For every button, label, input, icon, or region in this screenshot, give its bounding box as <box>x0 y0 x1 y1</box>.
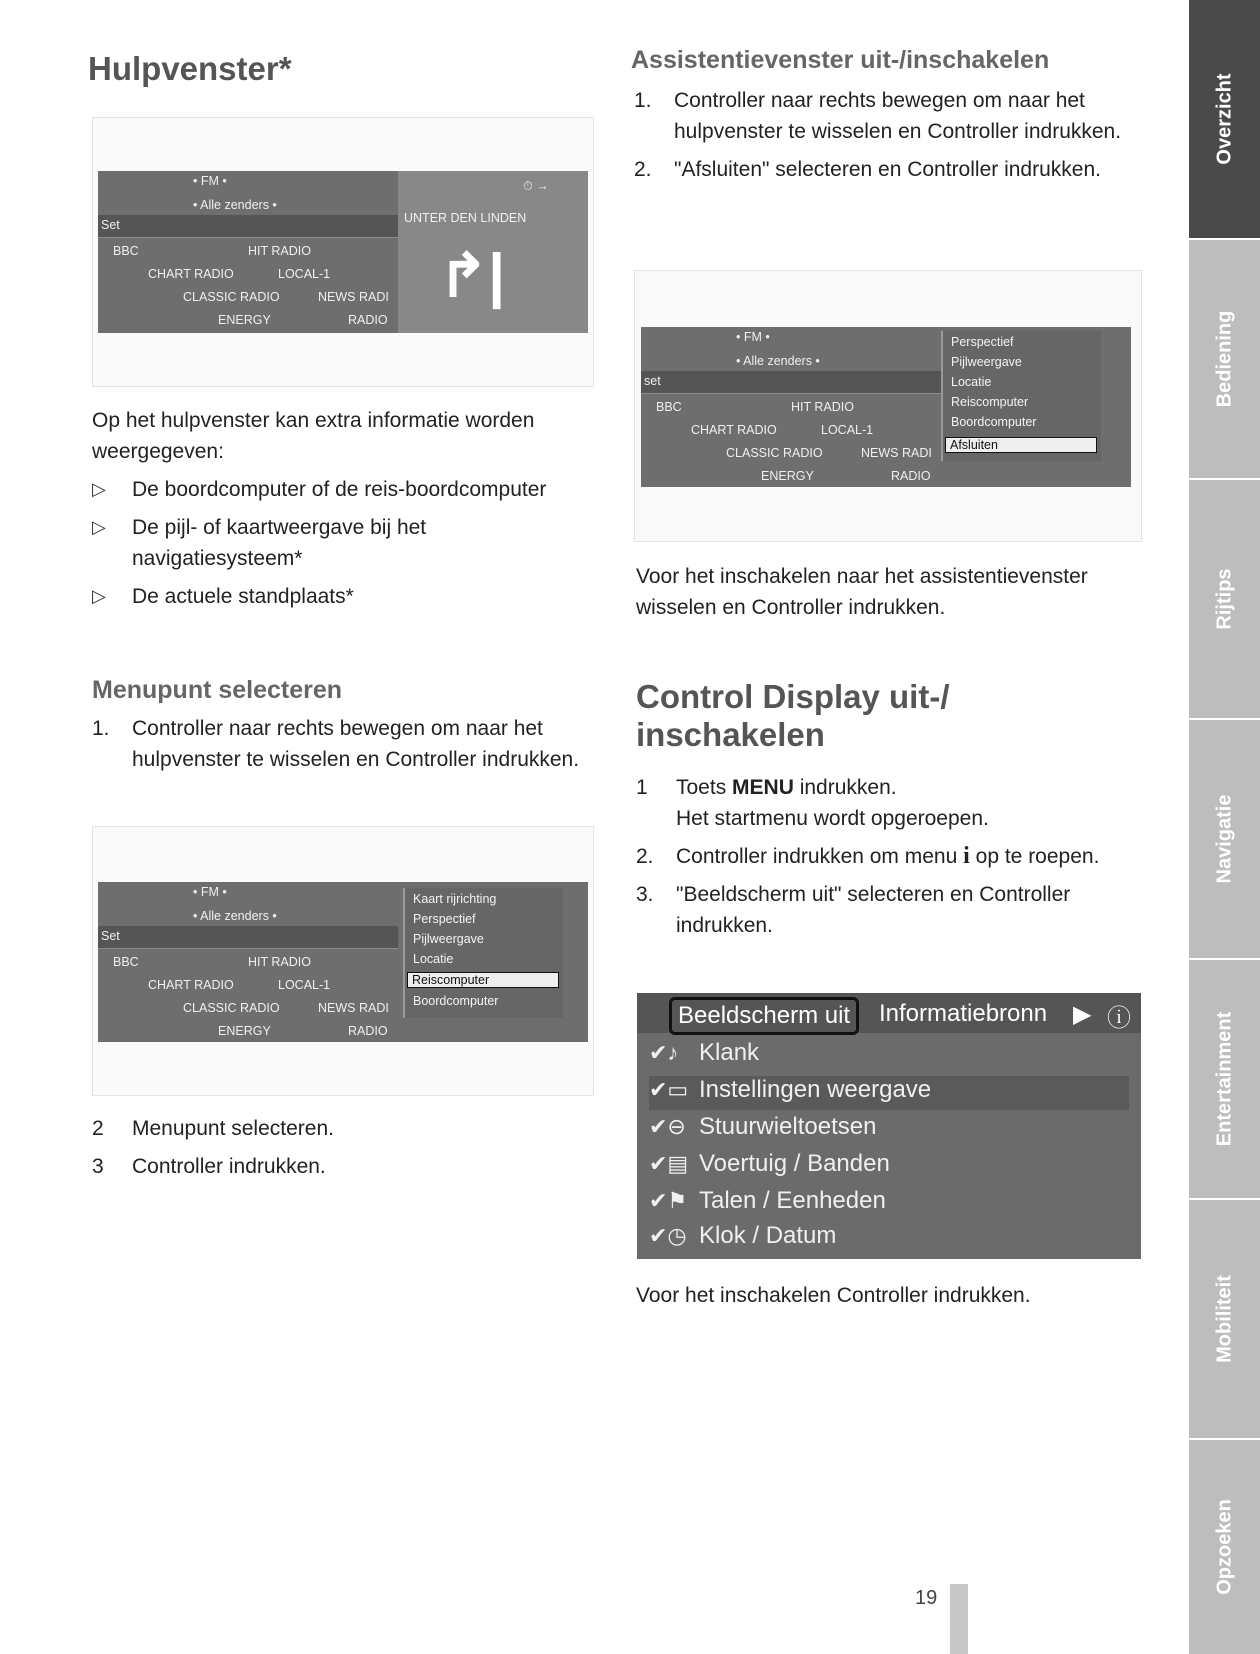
assist-heading: Assistentievenster uit-/inschakelen <box>631 46 1050 74</box>
tab-beeldscherm-uit[interactable]: Beeldscherm uit <box>669 997 859 1035</box>
station-2a: CHART RADIO <box>691 423 777 437</box>
radio-screen <box>641 327 1131 487</box>
bullet-list <box>92 474 592 619</box>
steering-wheel-icon: ✔⊖ <box>649 1114 686 1139</box>
step-item: 2 Menupunt selecteren. <box>92 1117 334 1140</box>
station-4a: ENERGY <box>218 1024 271 1038</box>
station-4b: RADIO <box>891 469 931 483</box>
bullet-item: ▷ De pijl- of kaartweergave bij het navigatiesysteem* <box>92 512 592 574</box>
station-3a: CLASSIC RADIO <box>183 290 280 304</box>
menu-item[interactable]: Pijlweergave <box>951 355 1022 369</box>
stations-label: • Alle zenders • <box>193 198 277 212</box>
menu-item[interactable]: Locatie <box>951 375 992 389</box>
context-menu[interactable] <box>403 888 563 1018</box>
menu-item[interactable]: Perspectief <box>413 912 476 926</box>
figure-radio-afsluiten <box>634 270 1142 542</box>
tab-bediening[interactable]: Bediening <box>1189 240 1260 478</box>
menupunt-heading: Menupunt selecteren <box>92 676 343 704</box>
station-3a: CLASSIC RADIO <box>183 1001 280 1015</box>
info-icon: ⓘ <box>1107 1006 1131 1032</box>
menu-item[interactable]: Kaart rijrichting <box>413 892 497 906</box>
set-label: Set <box>101 218 120 232</box>
station-4a: ENERGY <box>218 313 271 327</box>
source-label: • FM • <box>736 330 770 344</box>
station-4b: RADIO <box>348 1024 388 1038</box>
menu-item[interactable]: Pijlweergave <box>413 932 484 946</box>
context-menu[interactable] <box>941 331 1101 461</box>
step-item: 1 Toets MENU indrukken. Het startmenu wordt opgeroepen. <box>636 776 989 830</box>
station-2a: CHART RADIO <box>148 267 234 281</box>
step-item: 3 Controller indrukken. <box>92 1155 326 1178</box>
figure-radio-hulpvenster <box>92 117 594 387</box>
figure-radio-menu <box>92 826 594 1096</box>
station-2b: LOCAL-1 <box>278 267 331 281</box>
triangle-icon: ▷ <box>92 517 106 537</box>
radio-screen <box>98 171 588 333</box>
menu-item-weergave[interactable]: ✔▭ Instellingen weergave <box>649 1076 1129 1110</box>
arrow-icon: ↱| <box>438 242 506 309</box>
set-label: Set <box>101 929 120 943</box>
pane-icon: ⏱ → <box>523 179 549 193</box>
station-1a: BBC <box>656 400 682 414</box>
step-item: 1. Controller naar rechts bewegen om naar het hulpvenster te wisselen en Controller indrukken. <box>92 717 580 771</box>
page-title: Hulpvenster* <box>88 50 292 87</box>
bullet-item: ▷ De actuele standplaats* <box>92 581 592 612</box>
menu-item[interactable]: Locatie <box>413 952 454 966</box>
intro-text: Op het hulpvenster kan extra informatie worden weergegeven: <box>92 409 535 463</box>
radio-screen <box>98 882 588 1042</box>
menu-item[interactable]: Boordcomputer <box>413 994 499 1008</box>
station-2b: LOCAL-1 <box>278 978 331 992</box>
display-tab-bar <box>637 993 1141 1033</box>
station-1b: HIT RADIO <box>248 244 311 258</box>
station-4a: ENERGY <box>761 469 814 483</box>
station-1b: HIT RADIO <box>791 400 854 414</box>
speaker-icon: ✔♪ <box>649 1040 679 1065</box>
menu-item[interactable]: Perspectief <box>951 335 1014 349</box>
step-item: 2. "Afsluiten" selecteren en Controller indrukken. <box>634 158 1101 181</box>
steps-after <box>92 1113 592 1189</box>
menu-item-selected[interactable]: Reiscomputer <box>407 972 559 988</box>
assist-note: Voor het inschakelen naar het assistentievenster wisselen en Controller indrukken. <box>636 565 1088 619</box>
stations-label: • Alle zenders • <box>736 354 820 368</box>
clock-icon: ✔◷ <box>649 1223 687 1248</box>
set-label: set <box>644 374 661 388</box>
station-3a: CLASSIC RADIO <box>726 446 823 460</box>
menu-item-voertuig[interactable]: ✔▤ Voertuig / Banden <box>649 1150 890 1177</box>
menu-item[interactable]: Boordcomputer <box>951 415 1037 429</box>
tab-opzoeken[interactable]: Opzoeken <box>1189 1440 1260 1654</box>
station-1a: BBC <box>113 955 139 969</box>
play-icon: ▶ <box>1073 1001 1092 1028</box>
menu-item-klok[interactable]: ✔◷ Klok / Datum <box>649 1222 837 1249</box>
stations-label: • Alle zenders • <box>193 909 277 923</box>
step-item: 2. Controller indrukken om menu i op te roepen. <box>636 843 1100 869</box>
station-3b: NEWS RADI <box>861 446 932 460</box>
assist-pane <box>398 171 588 333</box>
menu-item-talen[interactable]: ✔⚑ Talen / Eenheden <box>649 1187 886 1214</box>
station-2a: CHART RADIO <box>148 978 234 992</box>
tab-rijtips[interactable]: Rijtips <box>1189 480 1260 718</box>
station-1b: HIT RADIO <box>248 955 311 969</box>
tab-navigatie[interactable]: Navigatie <box>1189 720 1260 958</box>
page-number: 19 <box>915 1587 938 1609</box>
menu-item-klank[interactable]: ✔♪ Klank <box>649 1039 760 1066</box>
source-label: • FM • <box>193 174 227 188</box>
station-3b: NEWS RADI <box>318 290 389 304</box>
station-3b: NEWS RADI <box>318 1001 389 1015</box>
triangle-icon: ▷ <box>92 479 106 499</box>
final-note: Voor het inschakelen Controller indrukken. <box>636 1284 1031 1307</box>
tab-informatiebronnen[interactable]: Informatiebronn <box>879 1000 1048 1027</box>
station-4b: RADIO <box>348 313 388 327</box>
control-steps <box>636 772 1141 948</box>
display-menu-screenshot <box>637 993 1141 1259</box>
menu-item-stuurwiel[interactable]: ✔⊖ Stuurwieltoetsen <box>649 1113 877 1140</box>
car-icon: ✔▤ <box>649 1151 689 1176</box>
triangle-icon: ▷ <box>92 586 106 606</box>
step-item: 3. "Beeldscherm uit" selecteren en Controller indrukken. <box>636 883 1071 937</box>
station-2b: LOCAL-1 <box>821 423 874 437</box>
bullet-item: ▷ De boordcomputer of de reis-boordcomputer <box>92 474 592 505</box>
tab-mobiliteit[interactable]: Mobiliteit <box>1189 1200 1260 1438</box>
flag-icon: ✔⚑ <box>649 1188 688 1213</box>
tab-entertainment[interactable]: Entertainment <box>1189 960 1260 1198</box>
menupunt-steps <box>92 713 592 782</box>
control-heading: Control Display uit-/ inschakelen <box>636 678 950 753</box>
source-label: • FM • <box>193 885 227 899</box>
page-marker <box>950 1584 968 1654</box>
screen-icon: ✔▭ <box>649 1077 689 1102</box>
menu-item-selected[interactable]: Afsluiten <box>945 437 1097 453</box>
menu-item[interactable]: Reiscomputer <box>951 395 1029 409</box>
tab-overzicht[interactable]: Overzicht <box>1189 0 1260 238</box>
assist-steps <box>634 85 1139 192</box>
pane-text: UNTER DEN LINDEN <box>404 211 527 225</box>
step-item: 1. Controller naar rechts bewegen om naar het hulpvenster te wisselen en Controller indrukken. <box>634 89 1122 143</box>
station-1a: BBC <box>113 244 139 258</box>
